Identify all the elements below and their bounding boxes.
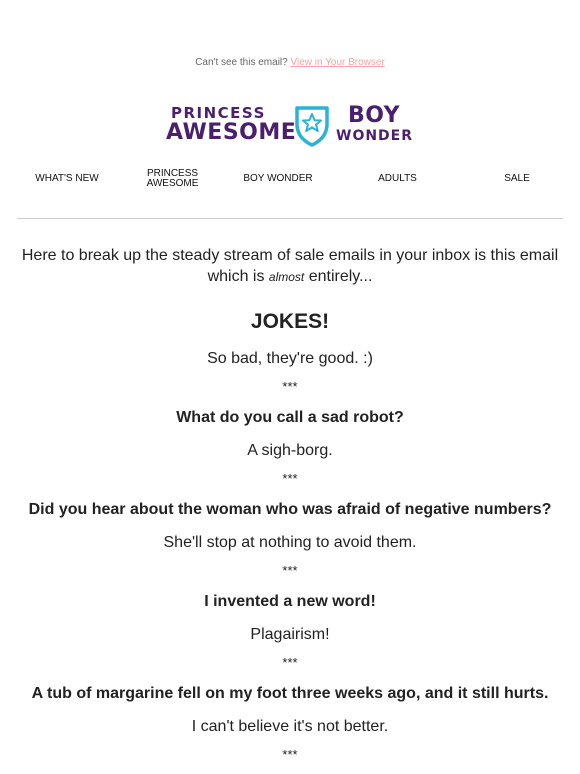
separator: *** <box>282 563 298 578</box>
view-in-browser-link[interactable]: View in Your Browser <box>290 57 385 68</box>
boy-wonder-wordmark <box>336 105 413 143</box>
separator: *** <box>282 747 298 762</box>
joke-question: I invented a new word! <box>204 593 376 610</box>
intro-part1: Here to break up the steady stream of sale emails in your inbox is this email which is <box>21 247 559 285</box>
joke-question: A tub of margarine fell on my foot three weeks ago, and it still hurts. <box>31 685 549 702</box>
logo-boy-text: BOY <box>348 103 401 128</box>
separator: *** <box>282 655 298 670</box>
princess-awesome-wordmark <box>166 106 296 144</box>
jokes-heading: JOKES! <box>250 310 330 333</box>
shield-star-icon <box>292 104 332 148</box>
tagline: So bad, they're good. :) <box>207 350 373 367</box>
separator: *** <box>282 471 298 486</box>
logo-awesome-text: AWESOME <box>166 120 297 145</box>
nav-adults[interactable]: ADULTS <box>378 173 417 184</box>
joke-question: Did you hear about the woman who was afraid of negative numbers? <box>28 501 552 518</box>
nav-princess-awesome[interactable]: PRINCESS AWESOME <box>146 168 199 189</box>
intro-part2: entirely... <box>304 268 373 285</box>
brand-logo[interactable] <box>0 104 580 154</box>
joke-answer: I can't believe it's not better. <box>191 718 389 735</box>
nav-whats-new[interactable]: WHAT'S NEW <box>35 173 99 184</box>
logo-princess-text: PRINCESS <box>171 104 266 122</box>
joke-answer: She'll stop at nothing to avoid them. <box>163 534 417 551</box>
intro-text <box>20 245 560 288</box>
preheader-text: Can't see this email? <box>195 57 288 68</box>
main-nav <box>0 164 580 194</box>
logo-wonder-text: WONDER <box>336 128 414 144</box>
nav-sale[interactable]: SALE <box>504 173 530 184</box>
nav-boy-wonder[interactable]: BOY WONDER <box>243 173 313 184</box>
joke-question: What do you call a sad robot? <box>176 409 404 426</box>
email-body <box>0 219 580 763</box>
intro-emphasis: almost <box>268 270 305 284</box>
separator: *** <box>282 379 298 394</box>
joke-answer: A sigh-borg. <box>247 442 333 459</box>
joke-answer: Plagairism! <box>250 626 330 643</box>
preheader <box>0 0 580 69</box>
